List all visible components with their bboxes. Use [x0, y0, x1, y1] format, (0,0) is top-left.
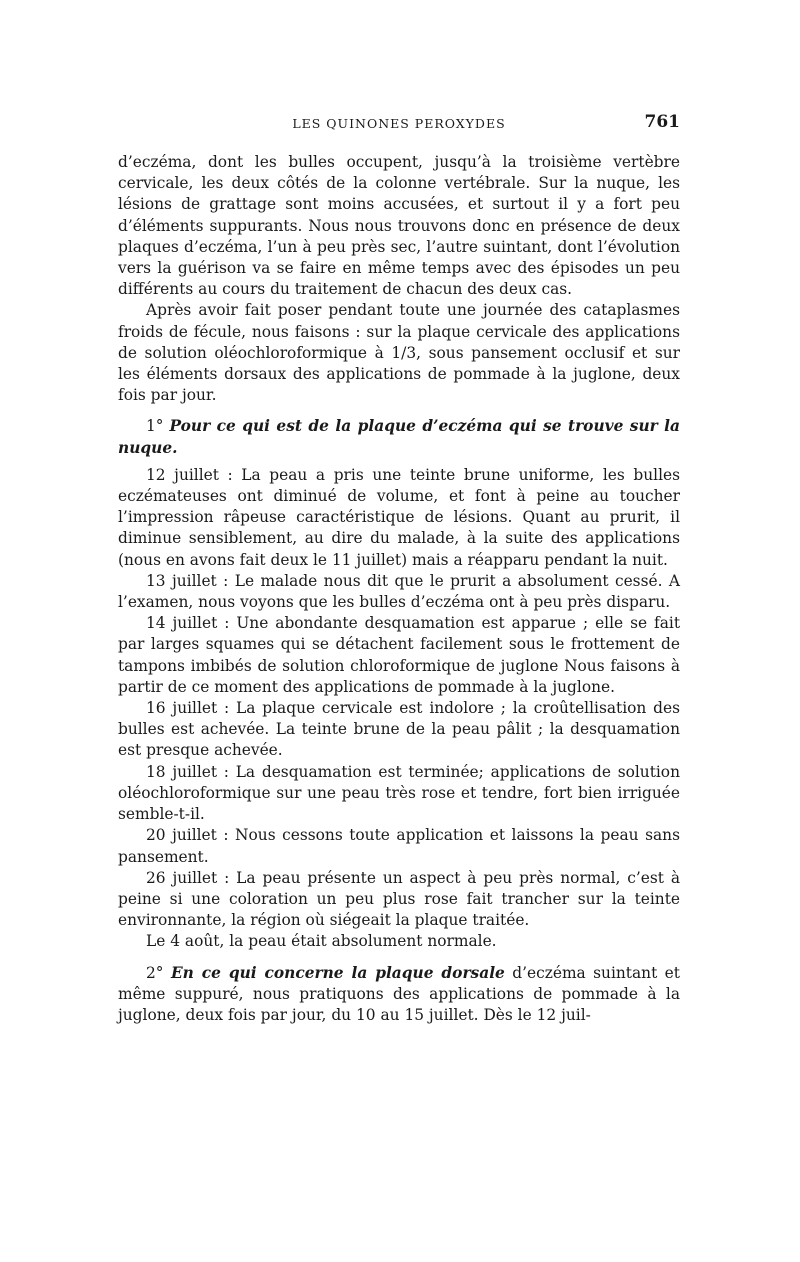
paragraph-august-4: Le 4 août, la peau était absolument normale. [146, 932, 497, 951]
page-header [118, 112, 680, 142]
paragraph-july-12: 12 juillet : La peau a pris une teinte brune uniforme, les bulles eczémateuses ont diminué de volume, et font à peine au toucher l’impression râpeuse caractéristique de lésions. Quant au prurit, il diminue sensiblement, au dire du malade, à la suite des applications (nous en avons fait deux le 11 juillet) mais a réapparu pendant la nuit. [118, 465, 680, 569]
running-head: LES QUINONES PEROXYDES [292, 116, 506, 131]
section-text-2: d’eczéma suintant et même suppuré, nous pratiquons des applications de pommade à la juglone, deux fois par jour, du 10 au 15 juillet. Dès le 12 juil- [118, 963, 680, 1024]
paragraph-july-13: 13 juillet : Le malade nous dit que le prurit a absolument cessé. A l’examen, nous voyons que les bulles d’eczéma ont à peu près disparu. [118, 571, 680, 612]
page-number: 761 [644, 112, 680, 132]
section-number-1: 1° [146, 417, 164, 436]
paragraph-july-14: 14 juillet : Une abondante desquamation est apparue ; elle se fait par larges squames qui se détachent facilement sous le frottement de tampons imbibés de solution chloroformique de juglone Nous faisons à partir de ce moment des applications de pommade à la juglone. [118, 614, 680, 696]
paragraph-july-16: 16 juillet : La plaque cervicale est indolore ; la croûtellisation des bulles est achevée. La teinte brune de la peau pâlit ; la desquamation est presque achevée. [118, 699, 680, 760]
paragraph-july-20: 20 juillet : Nous cessons toute application et laissons la peau sans pansement. [118, 826, 680, 866]
paragraph-july-18: 18 juillet : La desquamation est terminée; applications de solution oléochloroformique sur une peau très rose et tendre, fort bien irriguée semble-t-il. [118, 762, 680, 824]
paragraph-july-26: 26 juillet : La peau présente un aspect à peu près normal, c’est à peine si une coloration un peu plus rose fait trancher sur la teinte environnante, la région où siégeait la plaque traitée. [118, 868, 680, 930]
section-heading-1 [118, 416, 680, 458]
paragraph-intro: d’eczéma, dont les bulles occupent, jusqu’à la troisième vertèbre cervicale, les deux côtés de la colonne vertébrale. Sur la nuque, les lésions de grattage sont moins accusées, et surtout il y a fort peu d’éléments suppurants. Nous nous trouvons donc en présence de deux plaques d’eczéma, l’un à peu près sec, l’autre suintant, dont l’évolution vers la guérison va se faire en même temps avec des épisodes un peu différents au cours du traitement de chacun des deux cas. [118, 153, 680, 299]
page [118, 112, 680, 1026]
body-text [118, 152, 680, 1026]
paragraph-treatment: Après avoir fait poser pendant toute une journée des cataplasmes froids de fécule, nous faisons : sur la plaque cervicale des applications de solution oléochloroformique à 1/3, sous pansement occlusif et sur les éléments dorsaux des applications de pommade à la juglone, deux fois par jour. [118, 301, 680, 405]
section-number-2: 2° [146, 963, 164, 982]
section-paragraph-2 [118, 963, 680, 1027]
section-title-1: Pour ce qui est de la plaque d’eczéma qui se trouve sur la nuque. [118, 417, 680, 457]
section-title-2: En ce qui concerne la plaque dorsale [170, 963, 505, 982]
